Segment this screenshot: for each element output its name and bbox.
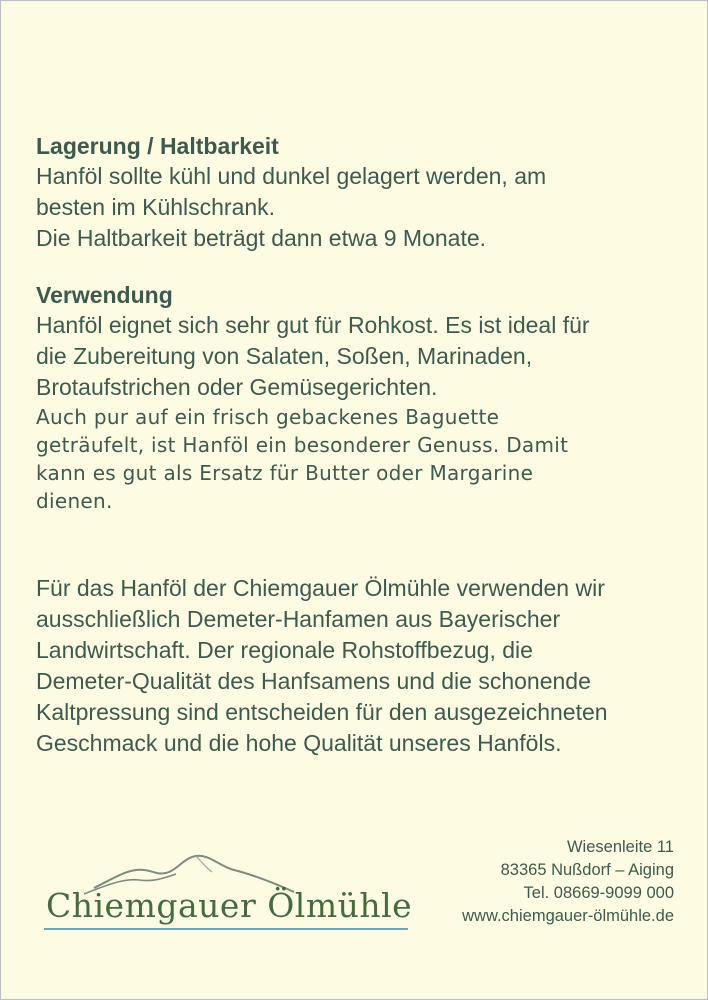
storage-line: Hanföl sollte kühl und dunkel gelagert werden, am [36,163,547,189]
address-website-link[interactable]: www.chiemgauer-ölmühle.de [462,907,674,925]
logo-text: Chiemgauer Ölmühle [46,886,413,925]
storage-section [36,131,676,254]
about-line: Für das Hanföl der Chiemgauer Ölmühle verwenden wir [36,575,605,601]
about-line: Kaltpressung sind entscheiden für den ausgezeichneten [36,699,608,725]
usage-extra-line: kann es gut als Ersatz für Butter oder Margarine [36,461,534,485]
address-block [462,836,674,928]
usage-extra-line: Auch pur auf ein frisch gebackenes Baguette [36,405,500,429]
company-logo [44,848,414,938]
document-body [36,131,676,759]
about-line: Geschmack und die hohe Qualität unseres Hanföls. [36,730,562,756]
storage-heading: Lagerung / Haltbarkeit [36,133,279,159]
about-line: Demeter-Qualität des Hanfsamens und die schonende [36,668,591,694]
about-section [36,573,676,759]
about-line: ausschließlich Demeter-Hanfamen aus Bayerischer [36,606,561,632]
usage-extra-line: dienen. [36,489,113,513]
usage-section [36,280,676,515]
storage-line: besten im Kühlschrank. [36,194,276,220]
address-phone: Tel. 08669-9099 000 [523,884,674,902]
usage-extra-line: geträufelt, ist Hanföl ein besonderer Genuss. Damit [36,433,569,457]
logo-underline [44,928,408,930]
storage-line: Die Haltbarkeit beträgt dann etwa 9 Monate. [36,225,487,251]
usage-heading: Verwendung [36,282,173,308]
about-line: Landwirtschaft. Der regionale Rohstoffbezug, die [36,637,533,663]
usage-line: Hanföl eignet sich sehr gut für Rohkost. Es ist ideal für [36,312,590,338]
usage-line: Brotaufstrichen oder Gemüsegerichten. [36,374,438,400]
address-city: 83365 Nußdorf – Aiging [500,861,674,879]
usage-line: die Zubereitung von Salaten, Soßen, Marinaden, [36,343,533,369]
address-street: Wiesenleite 11 [566,838,674,856]
